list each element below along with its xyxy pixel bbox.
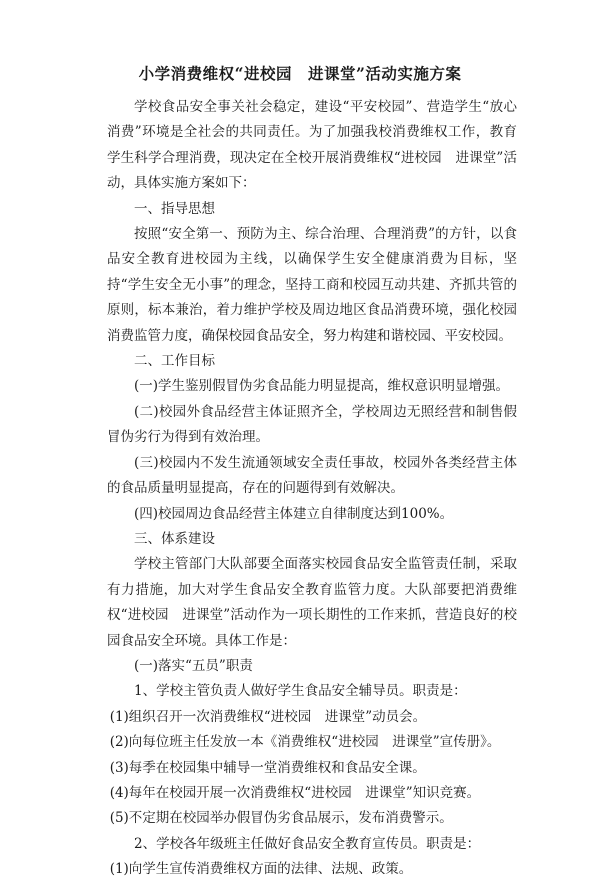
document-body [107, 95, 517, 883]
goal-item: (三)校园内不发生流通领域安全责任事故，校园外各类经营主体的食品质量明显提高，存在的问题得到有效解决。 [107, 454, 517, 497]
document-title: 小学消费维权“进校园 进课堂”活动实施方案 [138, 64, 462, 83]
system-building-paragraph: 学校主管部门大队部要全面落实校园食品安全监管责任制，采取有力措施，加大对学生食品安全教育监管力度。大队部要把消费维权“进校园 进课堂”活动作为一项长期性的工作来抓，营造良好的校园食品安全环境。具体工作是： [107, 556, 517, 649]
duty-item: (1)组织召开一次消费维权“进校园 进课堂”动员会。 [109, 708, 427, 725]
duty-title: 2、学校各年级班主任做好食品安全教育宣传员。职责是： [134, 835, 481, 852]
intro-paragraph: 学校食品安全事关社会稳定，建设“平安校园”、营造学生“放心消费”环境是全社会的共同责任。为了加强我校消费维权工作，教育学生科学合理消费，现决定在全校开展消费维权“进校园 进课堂”活动，具体实施方案如下： [107, 99, 517, 192]
section-heading-work-goals: 二、工作目标 [134, 353, 215, 370]
duty-item: (5)不定期在校园举办假冒伪劣食品展示，发布消费警示。 [109, 810, 453, 827]
section-heading-guiding-ideology: 一、指导思想 [134, 200, 215, 217]
duty-item: (4)每年在校园开展一次消费维权“进校园 进课堂”知识竞赛。 [109, 784, 481, 801]
goal-item: (四)校园周边食品经营主体建立自律制度达到100%。 [134, 505, 454, 522]
duty-item: (1)向学生宣传消费维权方面的法律、法规、政策。 [109, 861, 413, 878]
duty-title: 1、学校主管负责人做好学生食品安全辅导员。职责是： [134, 683, 467, 700]
sub-heading-five-roles: (一)落实“五员”职责 [134, 657, 253, 674]
guiding-ideology-paragraph: 按照“安全第一、预防为主、综合治理、合理消费”的方针，以食品安全教育进校园为主线，以确保学生安全健康消费为目标，坚持“学生安全无小事”的理念，坚持工商和校园互动共建、齐抓共管的原则，标本兼治，着力维护学校及周边地区食品消费环境，强化校园消费监管力度，确保校园食品安全，努力构建和谐校园、平安校园。 [107, 226, 517, 344]
section-heading-system-building: 三、体系建设 [134, 530, 215, 547]
goal-item: (二)校园外食品经营主体证照齐全，学校周边无照经营和制售假冒伪劣行为得到有效治理。 [107, 403, 517, 446]
duty-item: (3)每季在校园集中辅导一堂消费维权和食品安全课。 [109, 759, 426, 776]
duty-item: (2)向每位班主任发放一本《消费维权“进校园 进课堂”宣传册》。 [109, 734, 501, 751]
goal-item: (一)学生鉴别假冒伪劣食品能力明显提高，维权意识明显增强。 [134, 378, 510, 395]
